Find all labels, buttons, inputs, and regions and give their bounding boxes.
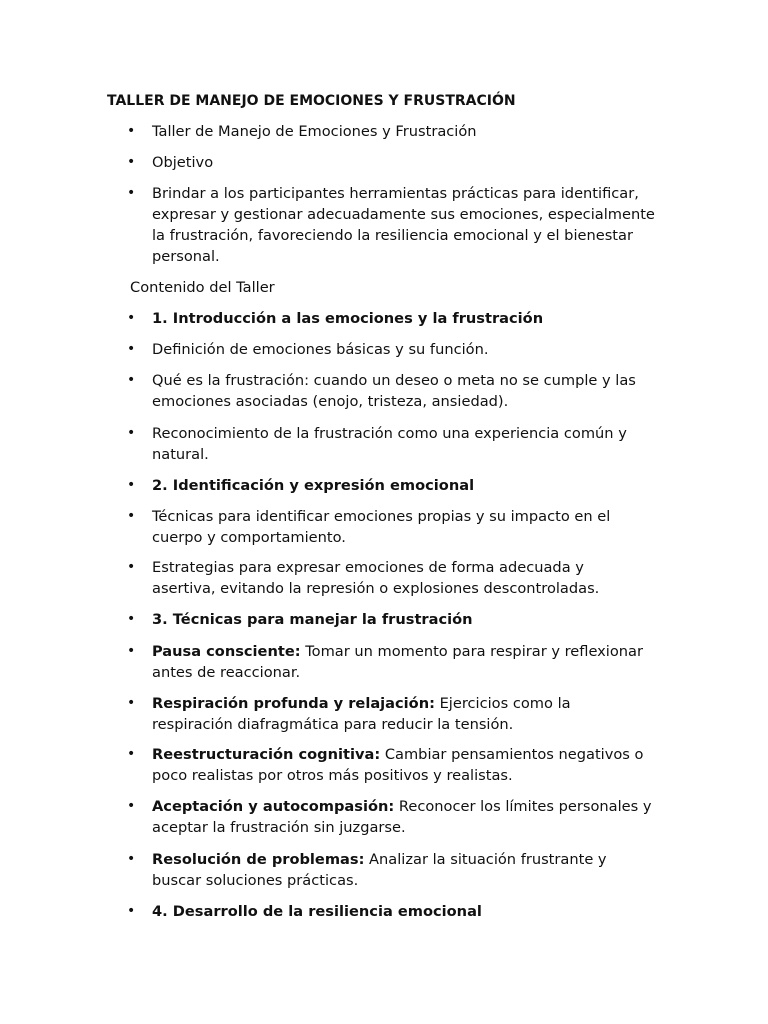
list-item — [127, 423, 657, 465]
bullet-icon: • — [127, 341, 136, 357]
bullet-icon: • — [127, 798, 136, 814]
bullet-icon: • — [127, 508, 136, 524]
list-item — [127, 475, 672, 496]
list-item — [127, 370, 664, 412]
list-item — [127, 339, 672, 360]
section-heading: Contenido del Taller — [130, 279, 275, 296]
list-item-bold: Pausa consciente: — [152, 643, 301, 660]
bullet-icon: • — [127, 643, 136, 659]
list-item — [127, 901, 672, 922]
list-item — [127, 693, 612, 735]
list-item-bold: Reestructuración cognitiva: — [152, 746, 381, 763]
list-item-bold: 1. Introducción a las emociones y la frustración — [152, 310, 544, 327]
list-item-text: Definición de emociones básicas y su función. — [152, 341, 489, 358]
bullet-icon: • — [127, 611, 136, 627]
bullet-icon: • — [127, 851, 136, 867]
list-item — [127, 609, 672, 630]
list-item-text: Taller de Manejo de Emociones y Frustración — [152, 123, 477, 140]
list-item-bold: Respiración profunda y relajación: — [152, 695, 435, 712]
list-item-text: Estrategias para expresar emociones de forma adecuada y asertiva, evitando la represión o explosiones descontroladas. — [152, 559, 600, 597]
bullet-icon: • — [127, 372, 136, 388]
document-title: TALLER DE MANEJO DE EMOCIONES Y FRUSTRACIÓN — [107, 93, 516, 109]
bullet-icon: • — [127, 123, 136, 139]
list-item — [127, 849, 637, 891]
list-item-bold: 2. Identificación y expresión emocional — [152, 477, 475, 494]
list-item — [127, 506, 642, 548]
list-item-bold: 4. Desarrollo de la resiliencia emocional — [152, 903, 482, 920]
list-item — [127, 744, 672, 786]
bullet-icon: • — [127, 477, 136, 493]
list-item-text: Analizar la situación frustrante y buscar soluciones prácticas. — [152, 851, 607, 889]
list-item-bold: Aceptación y autocompasión: — [152, 798, 395, 815]
list-item — [127, 152, 672, 173]
list-item — [127, 308, 672, 329]
bullet-icon: • — [127, 310, 136, 326]
list-item — [127, 796, 667, 838]
list-item — [127, 641, 667, 683]
list-item-text: Técnicas para identificar emociones propias y su impacto en el cuerpo y comportamiento. — [152, 508, 611, 546]
list-item — [127, 183, 667, 267]
bullet-icon: • — [127, 154, 136, 170]
list-item-text: Objetivo — [152, 154, 214, 171]
bullet-icon: • — [127, 903, 136, 919]
list-item-text: Qué es la frustración: cuando un deseo o meta no se cumple y las emociones asociadas (enojo, tristeza, ansiedad). — [152, 372, 636, 410]
list-item-text: Brindar a los participantes herramientas prácticas para identificar, expresar y gestionar adecuadamente sus emociones, especialmente la frustración, favoreciendo la resiliencia emocional y el bienestar personal. — [152, 185, 655, 265]
list-item — [127, 557, 642, 599]
bullet-icon: • — [127, 185, 136, 201]
list-item-text: Ejercicios como la respiración diafragmática para reducir la tensión. — [152, 695, 571, 733]
bullet-icon: • — [127, 746, 136, 762]
list-item-text: Reconocer los límites personales y aceptar la frustración sin juzgarse. — [152, 798, 652, 836]
bullet-icon: • — [127, 559, 136, 575]
list-item-text: Cambiar pensamientos negativos o poco realistas por otros más positivos y realistas. — [152, 746, 644, 784]
list-item-text: Reconocimiento de la frustración como una experiencia común y natural. — [152, 425, 627, 463]
bullet-icon: • — [127, 695, 136, 711]
list-item — [127, 121, 672, 142]
list-item-bold: 3. Técnicas para manejar la frustración — [152, 611, 473, 628]
list-item-text: Tomar un momento para respirar y reflexionar antes de reaccionar. — [152, 643, 643, 681]
list-item-bold: Resolución de problemas: — [152, 851, 365, 868]
bullet-icon: • — [127, 425, 136, 441]
